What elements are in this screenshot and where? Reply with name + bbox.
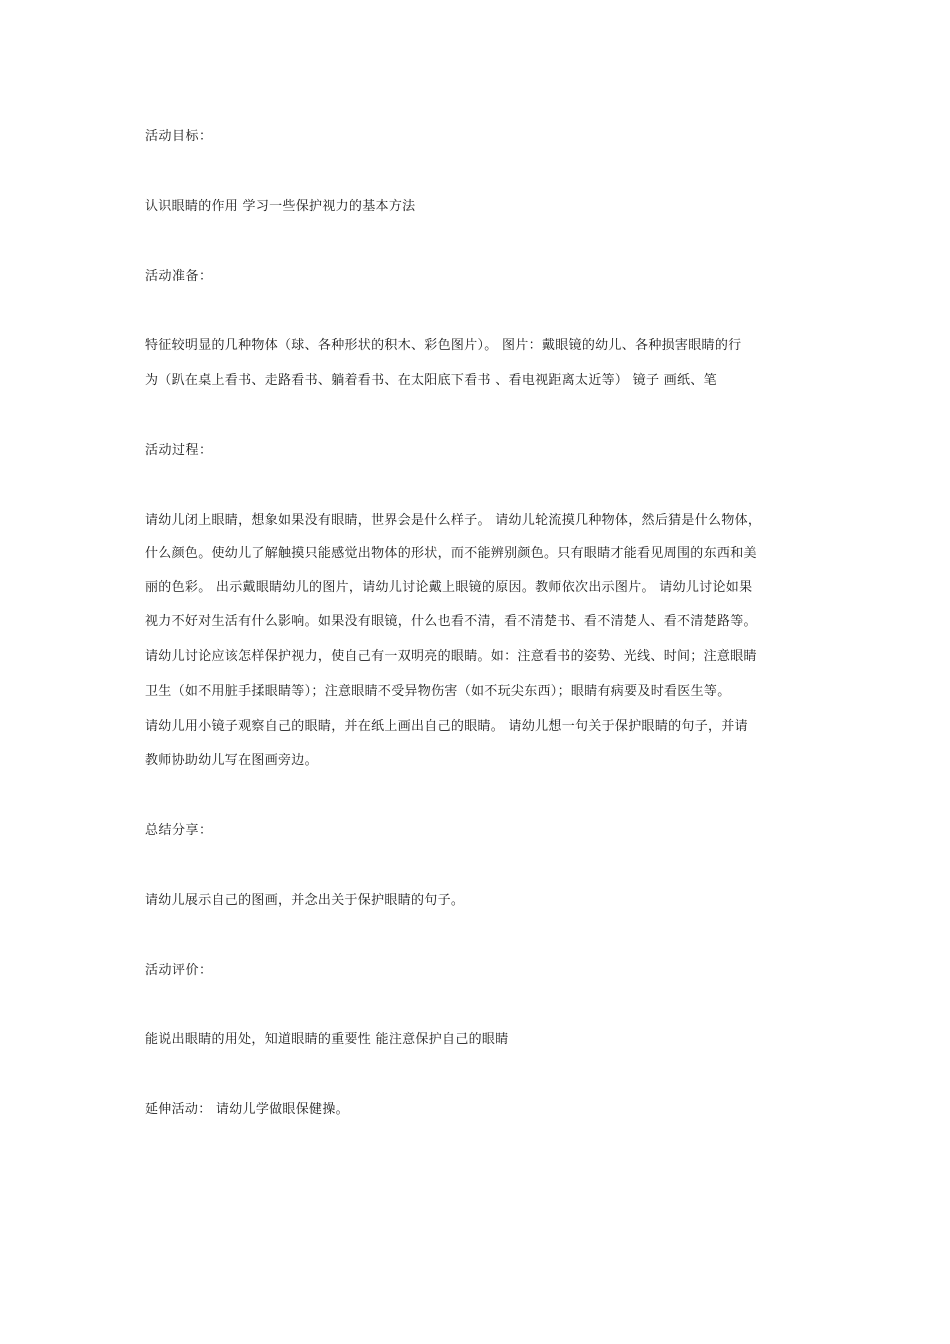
process-line: 请幼儿用小镜子观察自己的眼睛，并在纸上画出自己的眼睛。 请幼儿想一句关于保护眼睛的句子，并请 — [145, 719, 748, 734]
process-line: 教师协助幼儿写在图画旁边。 — [145, 753, 318, 768]
prep-heading: 活动准备： — [145, 269, 213, 284]
process-line: 请幼儿讨论应该怎样保护视力，使自己有一双明亮的眼睛。如：注意看书的姿势、光线、时间；注意眼睛 — [145, 649, 757, 664]
summary-text: 请幼儿展示自己的图画，并念出关于保护眼睛的句子。 — [145, 893, 465, 908]
process-line: 丽的色彩。 出示戴眼睛幼儿的图片，请幼儿讨论戴上眼镜的原因。教师依次出示图片。 请幼儿讨论如果 — [145, 580, 753, 595]
goal-heading: 活动目标： — [145, 129, 213, 144]
prep-line: 为（趴在桌上看书、走路看书、躺着看书、在太阳底下看书 、看电视距离太近等） 镜子 画纸、笔 — [145, 373, 717, 388]
process-line: 卫生（如不用脏手揉眼睛等）；注意眼睛不受异物伤害（如不玩尖东西）；眼睛有病要及时看医生等。 — [145, 684, 731, 699]
process-line: 什么颜色。使幼儿了解触摸只能感觉出物体的形状，而不能辨别颜色。只有眼睛才能看见周围的东西和美 — [145, 546, 757, 561]
eval-heading: 活动评价： — [145, 963, 213, 978]
process-heading: 活动过程： — [145, 443, 213, 458]
eval-text: 能说出眼睛的用处，知道眼睛的重要性 能注意保护自己的眼睛 — [145, 1032, 509, 1047]
process-line: 视力不好对生活有什么影响。如果没有眼镜，什么也看不清，看不清楚书、看不清楚人、看不清楚路等。 — [145, 614, 757, 629]
process-line: 请幼儿闭上眼睛，想象如果没有眼睛，世界会是什么样子。 请幼儿轮流摸几种物体，然后猜是什么物体， — [145, 513, 762, 528]
prep-line: 特征较明显的几种物体（球、各种形状的积木、彩色图片）。 图片：戴眼镜的幼儿、各种损害眼睛的行 — [145, 338, 742, 353]
extension-text: 延伸活动： 请幼儿学做眼保健操。 — [145, 1102, 349, 1117]
summary-heading: 总结分享： — [145, 823, 213, 838]
goal-text: 认识眼睛的作用 学习一些保护视力的基本方法 — [145, 199, 416, 214]
